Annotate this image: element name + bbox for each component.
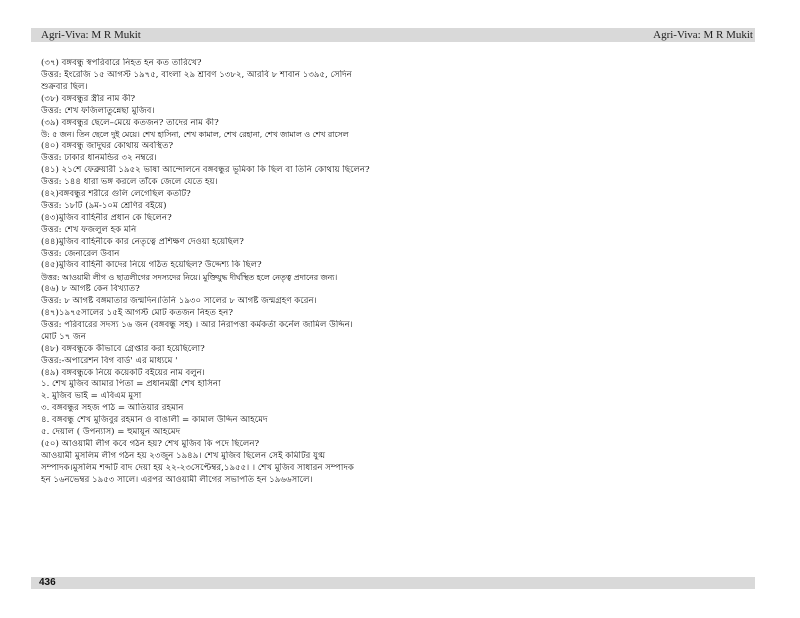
text-line: সম্পাদক।মুসলিম শব্দটি বাদ দেয়া হয় ২২-২৩সেপ্টেম্বর,১৯৫৫। । শেখ মুজিব সাধারন সম্পাদক bbox=[41, 462, 354, 473]
text-line: ৫. দেয়াল ( উপন্যাস) = হুমায়ূন আহমেদ bbox=[41, 427, 181, 438]
text-line: ৩. বঙ্গবন্ধুর সহজ পাঠ = আতিয়ার রহমান bbox=[41, 403, 184, 414]
text-line: (৩৯) বঙ্গবন্ধুর ছেলে–মেয়ে কতজন? তাদের নাম কী? bbox=[41, 117, 219, 128]
text-line: (৫০) আওয়ামী লীগ কবে গঠন হয়? শেখ মুজিব কি পদে ছিলেন? bbox=[41, 439, 260, 449]
text-line: ২. মুজিব ভাই = এবিএম মুসা bbox=[41, 391, 142, 402]
header-left-title: Agri-Viva: M R Mukit bbox=[41, 29, 141, 41]
text-line: হন ১৬নভেম্বর ১৯৫৩ সালে। এরপর আওয়ামী লীগের সভাপতি হন ১৯৬৬সালে। bbox=[41, 474, 313, 485]
text-line: (৪৯) বঙ্গবন্ধুকে নিয়ে কয়েকটি বইয়ের নাম বলুন। bbox=[41, 367, 205, 378]
running-header bbox=[31, 28, 755, 42]
text-line: উত্তর: ১৪৪ ধারা ভঙ্গ করলে তাঁকে জেলে যেতে হয়। bbox=[41, 177, 218, 188]
text-line: আওয়ামী মুসলিম লীগ গঠন হয় ২৩জুন ১৯৪৯। শেখ মুজিব ছিলেন সেই কমিটির যুগ্ম bbox=[41, 450, 326, 461]
text-line: (৪১) ২১শে ফেব্রুয়ারী ১৯৫২ ভাষা আন্দোলনে বঙ্গবন্ধুর ভূমিকা কি ছিল বা তিনি কোথায় ছিলেন? bbox=[41, 165, 370, 176]
text-line: উত্তর:-অপারেশন বিগ বার্ড' এর মাধ্যমে ' bbox=[41, 355, 178, 366]
text-line: শুক্রবার ছিল। bbox=[41, 81, 88, 92]
text-line: (৪৬) ৮ আগষ্ট কেন বিখ্যাত? bbox=[41, 284, 140, 295]
text-line: উত্তর: ১৮টি (৯ম-১০ম শ্রেণির বইয়ে) bbox=[41, 200, 167, 211]
text-line: (৪৩)মুজিব বাহিনীর প্রধান কে ছিলেন? bbox=[41, 212, 172, 223]
text-line: উত্তর: আওয়ামী লীগ ও ছাত্রলীগের সদস্যদের নিয়ে। মুক্তিযুদ্ধ দীর্ঘস্থিত হলে নেতৃত্ব প্রদানের জন্য। bbox=[41, 273, 338, 283]
text-line: উত্তর: ঢাকার ধানমন্ডির ৩২ নম্বরে। bbox=[41, 153, 157, 164]
text-line: উত্তর: শেখ ফজিলাতুন্নেছা মুজিব। bbox=[41, 105, 155, 116]
text-line: (৪২)বঙ্গবন্ধুর শরীরে গুলি লেগেছিল কতটি? bbox=[41, 188, 191, 199]
body-text bbox=[41, 58, 753, 487]
text-line: (৪৪)মুজিব বাহিনীকে কার নেতৃত্বে প্রশিক্ষণ দেওয়া হয়েছিল? bbox=[41, 236, 244, 247]
text-line: উত্তর: শেখ ফজলুল হক মনি bbox=[41, 224, 137, 235]
text-line: (৩৭) বঙ্গবন্ধু স্বপরিবারে নিহত হন কত তারিখে? bbox=[41, 58, 202, 68]
text-line: (৪৭)১৯৭৫সালের ১৫ই আগস্ট মোট কতজন নিহত হন? bbox=[41, 308, 233, 319]
text-line: (৪৫)মুজিব বাহিনী কাদের নিয়ে গঠিত হয়েছিল? উদ্দেশ্য কি ছিল? bbox=[41, 260, 262, 271]
header-right-title: Agri-Viva: M R Mukit bbox=[653, 29, 753, 41]
text-line: (৪০) বঙ্গবন্ধু জাদুঘর কোথায় অবস্থিত? bbox=[41, 141, 174, 152]
text-line: উত্তর: ৮ আগষ্ট বঙ্গমাতার জন্মদিন।তিনি ১৯৩০ সালের ৮ আগষ্ট জন্মগ্রহণ করেন। bbox=[41, 296, 317, 307]
text-line: উত্তর: পরিবারের সদস্য ১৬ জন (বঙ্গবন্ধু সহ) । আর নিরাপত্তা কর্মকর্তা কর্নেল জামিল উদ্দিন। bbox=[41, 319, 353, 330]
text-line: মোট ১৭ জন bbox=[41, 331, 86, 342]
text-line: ১. শেখ মুজিব আমার পিতা = প্রধানমন্ত্রী শেখ হাসিনা bbox=[41, 379, 221, 390]
text-line: (৩৮) বঙ্গবন্ধুর স্ত্রীর নাম কী? bbox=[41, 93, 136, 104]
text-line: উত্তর: ইংরেজি ১৫ আগস্ট ১৯৭৫, বাংলা ২৯ শ্রাবণ ১৩৮২, আরবি ৮ শাবান ১৩৯৫, সেদিন bbox=[41, 69, 352, 80]
text-line: উত্তর: জেনারেল উবান bbox=[41, 248, 120, 259]
text-line: (৪৮) বঙ্গবন্ধুকে কীভাবে গ্রেপ্তার করা হয়েছিলো? bbox=[41, 343, 205, 354]
page-footer bbox=[31, 577, 755, 589]
text-line: উ: ৫ জন। তিন ছেলে দুই মেয়ে। শেখ হাসিনা, শেখ কামাল, শেখ রেহানা, শেখ জামাল ও শেখ রাসেল bbox=[41, 130, 349, 140]
text-line: ৪. বঙ্গবন্ধু শেখ মুজিবুর রহমান ও বাঙালী = কামাল উদ্দিন আহমেদ bbox=[41, 415, 268, 426]
page-number: 436 bbox=[39, 577, 56, 588]
